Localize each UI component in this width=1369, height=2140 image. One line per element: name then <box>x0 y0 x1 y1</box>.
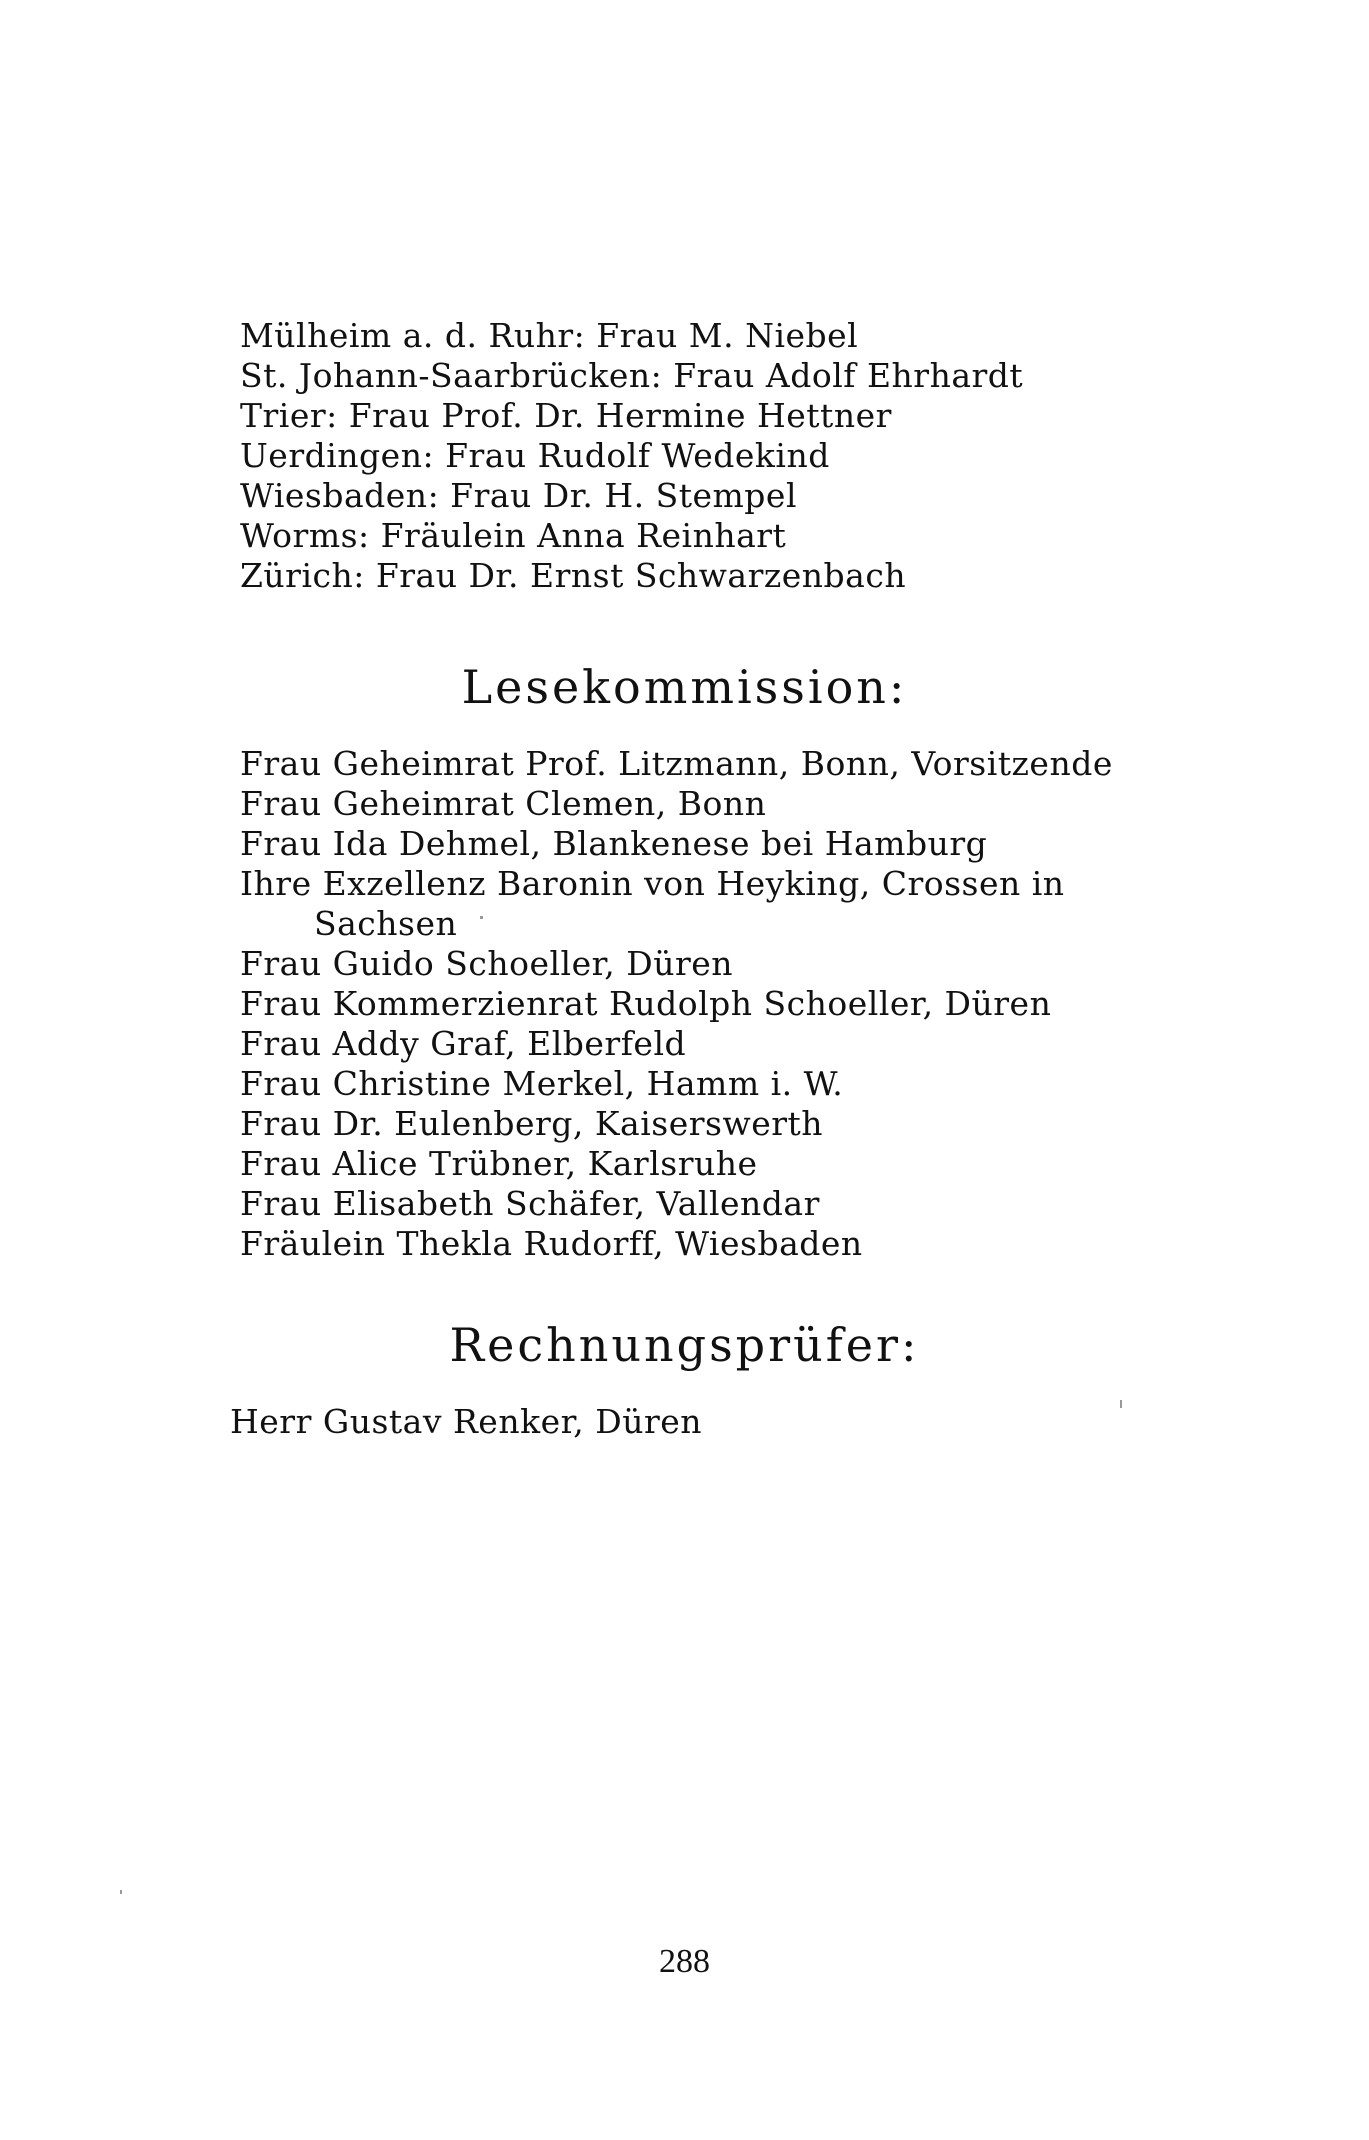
paper-speck <box>1120 1400 1122 1408</box>
member-entry: Frau Geheimrat Clemen, Bonn <box>240 784 767 823</box>
member-entry: Frau Alice Trübner, Karlsruhe <box>240 1144 758 1183</box>
member-entry: Frau Guido Schoeller, Düren <box>240 944 734 983</box>
member-entry: Fräulein Thekla Rudorff, Wiesbaden <box>240 1224 863 1263</box>
location-entry: Trier: Frau Prof. Dr. Hermine Hettner <box>240 396 892 435</box>
member-entry-continuation: Sachsen <box>314 904 458 943</box>
paper-speck <box>480 916 483 919</box>
member-entry: Herr Gustav Renker, Düren <box>230 1402 703 1441</box>
location-entry: Worms: Fräulein Anna Reinhart <box>240 516 787 555</box>
location-entry: Uerdingen: Frau Rudolf Wedekind <box>240 436 830 475</box>
rechnungspruefer-heading: Rechnungsprüfer: <box>449 1318 920 1372</box>
paper-speck <box>120 1890 122 1894</box>
lesekommission-heading: Lesekommission: <box>461 660 908 714</box>
location-entry: Wiesbaden: Frau Dr. H. Stempel <box>240 476 798 515</box>
locations-list <box>240 316 1200 596</box>
member-entry: Ihre Exzellenz Baronin von Heyking, Crossen in <box>240 864 1065 903</box>
location-entry: Zürich: Frau Dr. Ernst Schwarzenbach <box>240 556 907 595</box>
location-entry: St. Johann-Saarbrücken: Frau Adolf Ehrhardt <box>240 356 1024 395</box>
location-entry: Mülheim a. d. Ruhr: Frau M. Niebel <box>240 316 859 355</box>
member-entry: Frau Geheimrat Prof. Litzmann, Bonn, Vorsitzende <box>240 744 1113 783</box>
member-entry: Frau Elisabeth Schäfer, Vallendar <box>240 1184 820 1223</box>
lesekommission-list <box>240 744 1200 1264</box>
member-entry: Frau Addy Graf, Elberfeld <box>240 1024 687 1063</box>
member-entry: Frau Ida Dehmel, Blankenese bei Hamburg <box>240 824 988 863</box>
member-entry: Frau Dr. Eulenberg, Kaiserswerth <box>240 1104 824 1143</box>
member-entry: Frau Kommerzienrat Rudolph Schoeller, Düren <box>240 984 1052 1023</box>
rechnungspruefer-list <box>230 1402 1190 1442</box>
page-number: 288 <box>659 1943 710 1980</box>
member-entry: Frau Christine Merkel, Hamm i. W. <box>240 1064 844 1103</box>
